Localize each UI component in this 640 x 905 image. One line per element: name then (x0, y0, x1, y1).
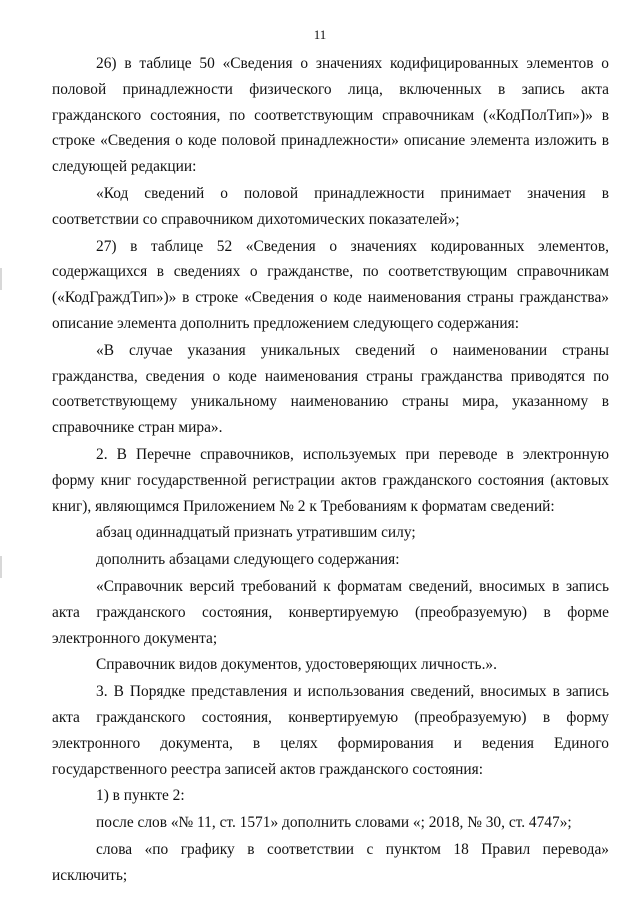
paragraph-words-exclude: слова «по графику в соответствии с пунктом 18 Правил перевода» исключить; (52, 840, 609, 884)
paragraph-point-2: 1) в пункте 2: (96, 787, 185, 805)
paragraph-add-abzacy: дополнить абзацами следующего содержания: (96, 551, 400, 569)
paragraph-abzac-11: абзац одиннадцатый признать утратившим силу; (96, 524, 416, 542)
paragraph-item-26: 26) в таблице 50 «Сведения о значениях кодифицированных элементов о половой принадлежности физического лица, включенных в запись акта гражданского состояния, по соответствующим справочникам («КодПолТип»)» в строке «Сведения о коде половой принадлежности» описание элемента изложить в следующей редакции: (52, 55, 609, 176)
paragraph-reference-versions: «Справочник версий требований к форматам сведений, вносимых в запись акта гражданского состояния, конвертируемую (преобразуемую) в форме электронного документа; (52, 577, 609, 647)
scan-edge-mark-top (0, 268, 2, 290)
paragraph-after-words: после слов «№ 11, ст. 1571» дополнить словами «; 2018, № 30, ст. 4747»; (96, 814, 572, 832)
paragraph-quote-sex-code: «Код сведений о половой принадлежности принимает значения в соответствии со справочником дихотомических показателей»; (52, 184, 609, 228)
document-body (52, 51, 609, 889)
paragraph-section-2: 2. В Перечне справочников, используемых при переводе в электронную форму книг государственной регистрации актов гражданского состояния (актовых книг), являющимся Приложением № 2 к Требованиям к форматам сведений: (52, 445, 609, 515)
paragraph-quote-citizenship: «В случае указания уникальных сведений о наименовании страны гражданства, сведения о коде наименования страны гражданства приводятся по соответствующему уникальному наименованию страны мира, указанному в справочнике стран мира». (52, 341, 609, 437)
paragraph-section-3: 3. В Порядке представления и использования сведений, вносимых в запись акта гражданского состояния, конвертируемую (преобразуемую) в форму электронного документа, в целях формирования и ведения Единого государственного реестра записей актов гражданского состояния: (52, 683, 609, 778)
paragraph-item-27: 27) в таблице 52 «Сведения о значениях кодированных элементов, содержащихся в сведениях о гражданстве, по соответствующим справочникам («КодГраждТип»)» в строке «Сведения о коде наименования страны гражданства» описание элемента дополнить предложением следующего содержания: (52, 237, 609, 332)
paragraph-reference-documents: Справочник видов документов, удостоверяющих личность.». (96, 656, 497, 674)
scan-edge-mark-bottom (0, 556, 2, 578)
page-number: 11 (313, 27, 327, 42)
